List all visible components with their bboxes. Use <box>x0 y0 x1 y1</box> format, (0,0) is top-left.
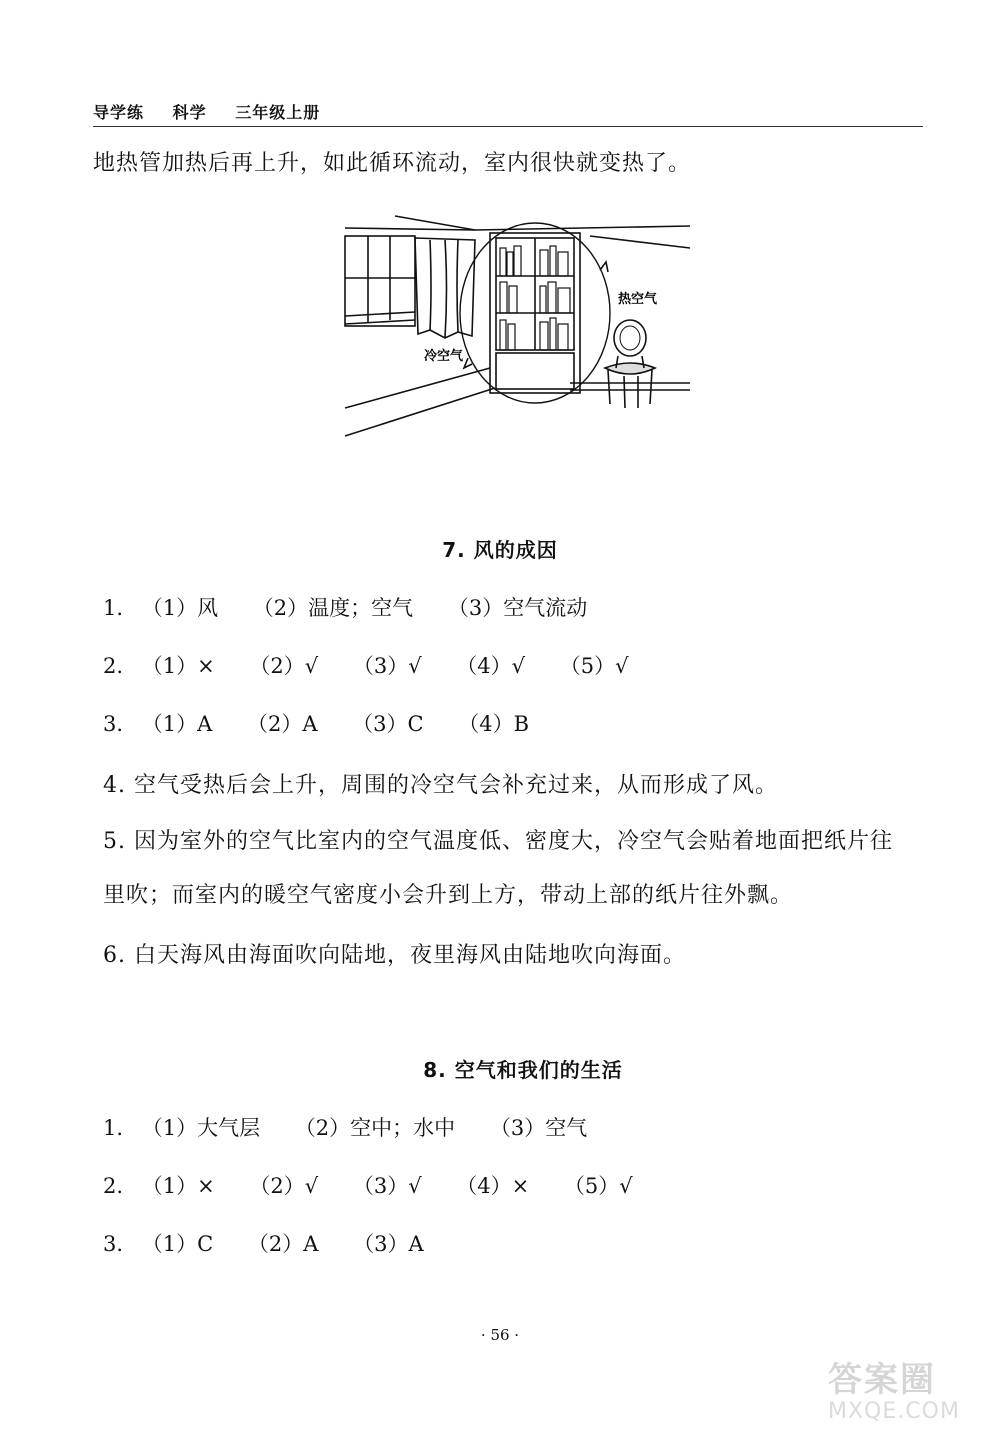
s7-q4: 4. 空气受热后会上升，周围的冷空气会补充过来，从而形成了风。 <box>103 773 778 798</box>
s8-q2-a4: （4）× <box>456 1174 530 1198</box>
s7-q5-line2: 里吹；而室内的暖空气密度小会升到上方，带动上部的纸片往外飘。 <box>103 883 794 908</box>
s7-q2 <box>103 650 656 680</box>
s7-q5-line1: 5. 因为室外的空气比室内的空气温度低、密度大，冷空气会贴着地面把纸片往 <box>103 829 893 854</box>
label-cold-air: 冷空气 <box>424 349 464 364</box>
s8-q2-num: 2. <box>103 1174 124 1198</box>
section7-title: 7. 风的成因 <box>442 538 558 562</box>
s7-q2-a5: （5）√ <box>559 654 629 678</box>
s7-q1-a3: （3）空气流动 <box>447 596 588 620</box>
watermark-top: 答案圈 <box>828 1360 936 1400</box>
s7-q2-num: 2. <box>103 654 124 678</box>
s7-q3-a4: （4）B <box>458 712 530 736</box>
page-number: · 56 · <box>480 1326 520 1344</box>
header-series: 导学练 <box>93 103 145 122</box>
s7-q1-a2: （2）温度；空气 <box>252 596 414 620</box>
watermark-bottom: MXQE.COM <box>828 1399 960 1424</box>
s7-q3-a3: （3）C <box>352 712 424 736</box>
header-grade: 三年级上册 <box>235 103 321 122</box>
s7-q2-a4: （4）√ <box>456 654 526 678</box>
s8-q2-a1: （1）× <box>141 1174 215 1198</box>
s8-q1-a3: （3）空气 <box>489 1116 588 1140</box>
s7-q2-a3: （3）√ <box>352 654 422 678</box>
s7-q3-a2: （2）A <box>246 712 318 736</box>
s8-q2-a2: （2）√ <box>249 1174 319 1198</box>
s8-q3-a2: （2）A <box>247 1232 319 1256</box>
room-illustration <box>340 208 690 440</box>
s8-q3-a1: （1）C <box>141 1232 214 1256</box>
s7-q2-a2: （2）√ <box>249 654 319 678</box>
s8-q3-num: 3. <box>103 1232 124 1256</box>
running-header <box>93 100 923 127</box>
s7-q1-num: 1. <box>103 596 124 620</box>
s8-q1-a1: （1）大气层 <box>141 1116 261 1140</box>
s8-q2-a5: （5）√ <box>563 1174 633 1198</box>
s7-q3-a1: （1）A <box>141 712 213 736</box>
s8-q1-a2: （2）空中；水中 <box>294 1116 456 1140</box>
s7-q3-num: 3. <box>103 712 124 736</box>
watermark-logo <box>828 1352 988 1432</box>
s8-q2 <box>103 1170 661 1200</box>
header-subject: 科学 <box>172 103 207 122</box>
s7-q1 <box>103 592 615 622</box>
intro-line: 地热管加热后再上升，如此循环流动，室内很快就变热了。 <box>93 151 692 176</box>
s8-q1 <box>103 1112 615 1142</box>
section8-title: 8. 空气和我们的生活 <box>423 1058 623 1082</box>
s8-q3-a3: （3）A <box>353 1232 424 1256</box>
s7-q6: 6. 白天海风由海面吹向陆地，夜里海风由陆地吹向海面。 <box>103 943 686 968</box>
s7-q3 <box>103 708 557 738</box>
s7-q1-a1: （1）风 <box>141 596 219 620</box>
s8-q1-num: 1. <box>103 1116 124 1140</box>
label-hot-air: 热空气 <box>618 292 658 307</box>
s8-q3 <box>103 1228 452 1258</box>
s8-q2-a3: （3）√ <box>352 1174 422 1198</box>
s7-q2-a1: （1）× <box>141 654 215 678</box>
